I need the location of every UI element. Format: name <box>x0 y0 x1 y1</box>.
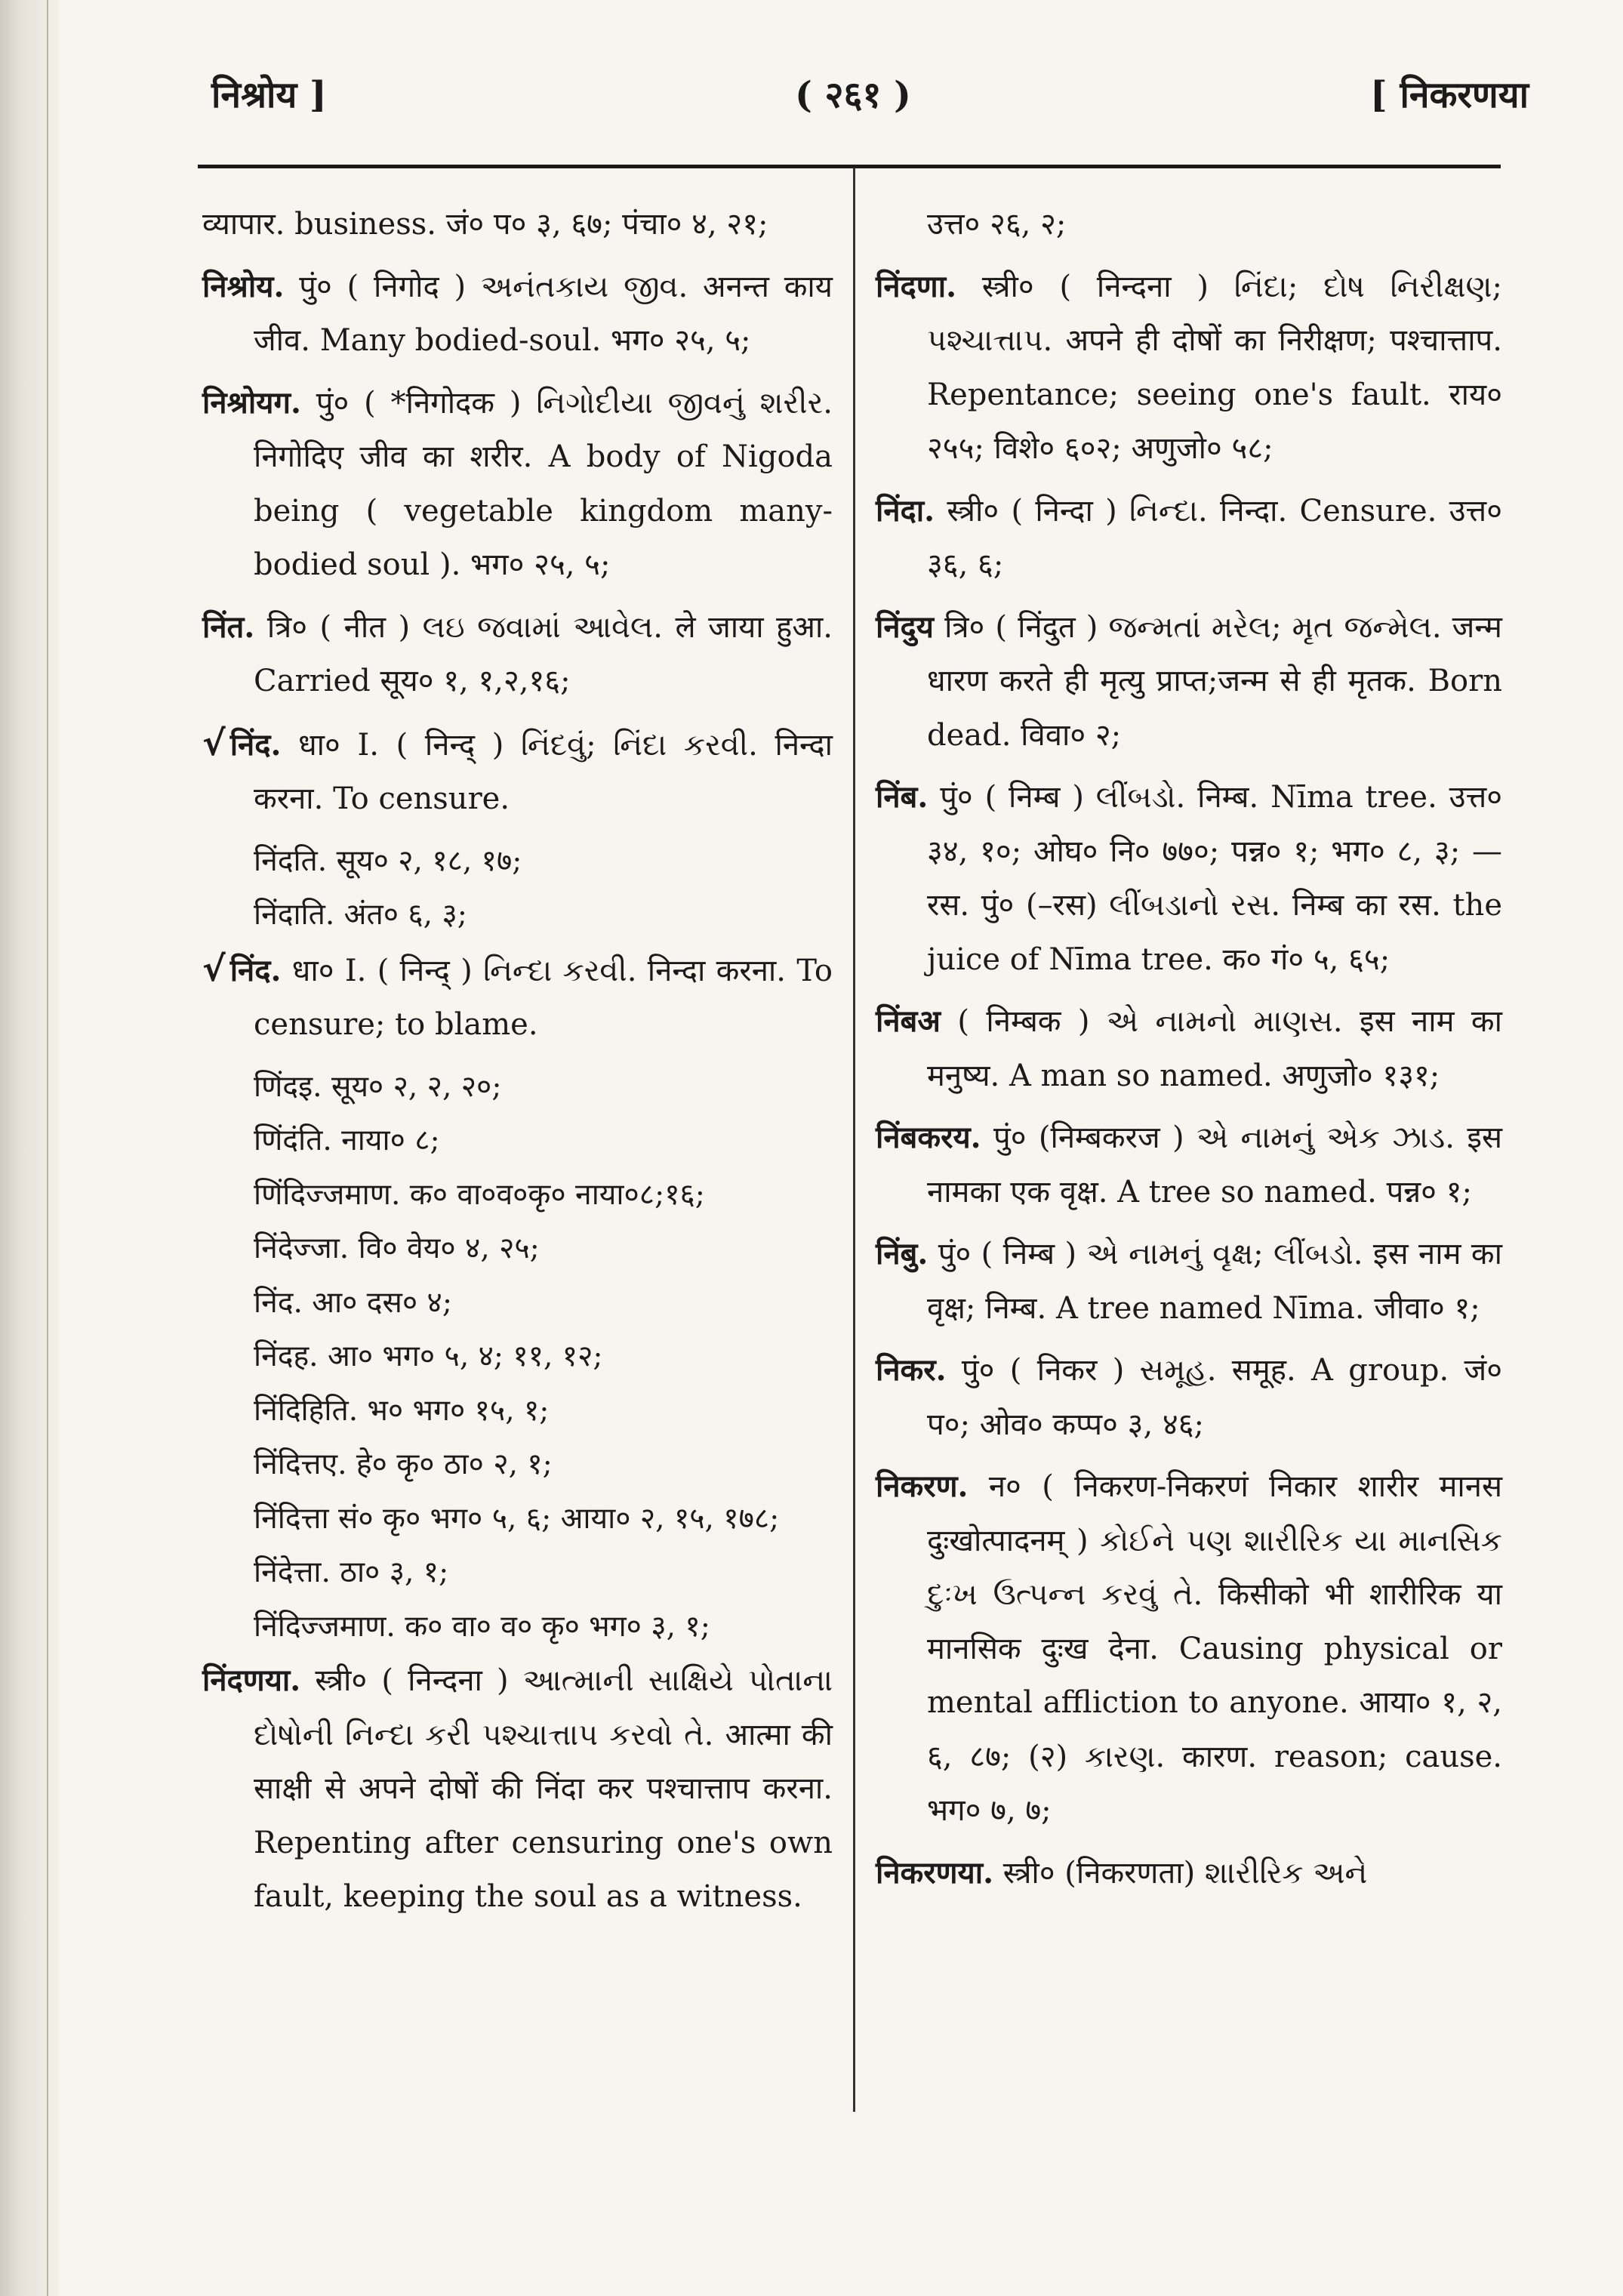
definition-text: त्रि० ( नीत ) લઇ જવામાં આવેલ. ले जाया हुआ. Carried सूय० १, १,२,१६; <box>254 609 833 698</box>
definition-text: पुं० ( *निगोदक ) નિગોદીયા જીવનું શરીર. निगोदिए जीव का शरीर. A body of Nigoda being ( vegetable kingdom many-bodied soul ). भग० २५, ५; <box>254 385 833 582</box>
definition-text: उत्त० २६, २; <box>927 207 1067 242</box>
headword: निश्रोय. <box>202 268 285 304</box>
headword: निंबु. <box>876 1236 929 1271</box>
definition-text: व्यापार. business. जं० प० ३, ६७; पंचा० ४, २१; <box>202 207 768 242</box>
check-mark-icon: √ <box>202 948 226 989</box>
sub-entry: णिंदिज्जमाण. क० वा०व०कृ० नाया०८;१६; <box>254 1177 705 1212</box>
header-first-word: निश्रोय ] <box>211 74 327 116</box>
dictionary-entry <box>876 484 1502 593</box>
sub-entry: निंदिज्जमाण. क० वा० व० कृ० भग० ३, १; <box>254 1609 710 1644</box>
definition-text: स्त्री० ( निन्दा ) નિન્દા. निन्दा. Censure. उत्त० ३६, ६; <box>927 493 1502 582</box>
sub-entry: निंदति. सूय० २, १८, १७; <box>254 843 522 878</box>
dictionary-entry <box>202 600 833 709</box>
sub-entry: निंदह. आ० भग० ५, ४; ११, १२; <box>254 1339 603 1373</box>
definition-text: स्त्री० ( निन्दना ) આત્માની સાક્ષિયે પોતાના દોષોની નિન્દા કરી પશ્ચાત્તાપ કરવો તે. आत्मा की साक्षी से अपने दोषों की निंदा कर पश्चात्ताप करना. Repenting after censuring one's own fault, keeping the soul as a witness. <box>254 1663 833 1914</box>
sub-entry: निंदित्तए. हे० कृ० ठा० २, १; <box>254 1447 553 1481</box>
dictionary-entry <box>876 1459 1502 1838</box>
dictionary-entry <box>876 1343 1502 1452</box>
definition-text: स्त्री० (निकरणता) શારીરિક અને <box>1002 1855 1368 1891</box>
dictionary-entry <box>202 376 833 593</box>
sub-entry: निंदेत्ता. ठा० ३, १; <box>254 1555 449 1589</box>
headword: निंदणा. <box>876 268 957 304</box>
sub-entry: निंद. आ० दस० ४; <box>254 1285 452 1320</box>
definition-text: धा० I. ( निन्द् ) નિંદવું; નિંદા કરવી. निन्दा करना. To censure. <box>254 727 833 816</box>
dictionary-entry <box>202 717 833 827</box>
dictionary-entry <box>876 1227 1502 1336</box>
headword: निकरण. <box>876 1469 969 1504</box>
sub-entry: निंदेज्जा. वि० वेय० ४, २५; <box>254 1231 540 1265</box>
header-rule <box>198 165 1501 168</box>
check-mark-icon: √ <box>202 722 226 763</box>
sub-entry: णिंदइ. सूय० २, २, २०; <box>254 1069 502 1104</box>
definition-text: त्रि० ( निंदुत ) જન્મતાં મરેલ; મૃત જન્મેલ. जन्म धारण करते ही मृत्यु प्राप्त;जन्म से ही मृतक. Born dead. विवा० २; <box>927 609 1502 753</box>
headword: निंद. <box>229 952 282 988</box>
dictionary-entry <box>202 1653 833 1925</box>
dictionary-entry <box>876 994 1502 1103</box>
headword: निश्रोयग. <box>202 384 301 421</box>
dictionary-entry <box>876 770 1502 987</box>
dictionary-entry <box>876 1111 1502 1219</box>
sub-entry: निंदिहिति. भ० भग० १५, १; <box>254 1393 550 1428</box>
definition-text: धा० I. ( निन्द् ) નિન્દા કરવી. निन्दा करना. To censure; to blame. <box>254 953 833 1042</box>
definition-text: पुं० ( निम्ब ) એ નામનું વૃક્ષ; લીંબડો. इस नाम का वृक्ष; निम्ब. A tree named Nīma. जीवा० १; <box>927 1237 1502 1326</box>
header-last-word: [ निकरणया <box>1370 74 1529 116</box>
headword: निंदणया. <box>202 1663 301 1698</box>
headword: निंबकरय. <box>876 1120 981 1155</box>
sub-entry: निंदाति. अंत० ६, ३; <box>254 898 467 932</box>
definition-text: न० ( निकरण-निकरणं निकार शारीर मानस दुःखोत्पादनम् ) કોઈને પણ શારીરિક યા માનસિક દુઃખ ઉત્પન્ન કરવું તે. किसीको भी शारीरिक या मानसिक दुःख देना. Causing physical or mental affliction to anyone. आया० १, २, ६, ८७; (२) કારણ. कारण. reason; cause. भग० ७, ७; <box>927 1469 1502 1828</box>
left-column <box>202 198 833 1932</box>
column-divider <box>853 168 855 2112</box>
headword: निंब. <box>876 779 929 815</box>
dictionary-entry <box>876 260 1502 476</box>
page-number: ( २६१ ) <box>795 74 911 116</box>
dictionary-entry <box>202 198 833 252</box>
definition-text: ( निम्बक ) એ નામનો માણસ. इस नाम का मनुष्य. A man so named. अणुजो० १३१; <box>927 1004 1502 1093</box>
dictionary-entry <box>876 198 1502 252</box>
dictionary-entry <box>876 1846 1502 1901</box>
headword: निंदुय <box>876 609 934 645</box>
dictionary-entry <box>202 942 833 1052</box>
sub-entry: निंदित्ता सं० कृ० भग० ५, ६; आया० २, १५, १७८; <box>254 1501 780 1536</box>
dictionary-entry <box>876 600 1502 763</box>
headword: निकरणया. <box>876 1854 994 1891</box>
scanned-page-edge <box>0 0 59 2296</box>
page-binding-line <box>47 0 48 2296</box>
headword: निंबअ <box>876 1003 941 1039</box>
definition-text: पुं० ( निम्ब ) લીંબડો. निम्ब. Nīma tree. उत्त० ३४, १०; ओघ० नि० ७७०; पन्न० १; भग० ८, ३; —रस. पुं० (–रस) લીંબડાનો રસ. निम्ब का रस. the juice of Nīma tree. क० गं० ५, ६५; <box>927 780 1503 977</box>
definition-text: पुं० ( निगोद ) અનંતકાય જીવ. अनन्त काय जीव. Many bodied-soul. भग० २५, ५; <box>254 269 833 358</box>
sub-entry: णिंदंति. नाया० ८; <box>254 1123 440 1157</box>
headword: निकर. <box>876 1352 947 1388</box>
definition-text: पुं० ( निकर ) સમૂહ. समूह. A group. जं० प०; ओव० कप्प० ३, ४६; <box>927 1353 1502 1442</box>
dictionary-entry <box>202 260 833 368</box>
headword: निंत. <box>202 609 255 645</box>
definition-text: पुं० (निम्बकरज ) એ નામનું એક ઝાડ. इस नामका एक वृक्ष. A tree so named. पन्न० १; <box>927 1120 1502 1210</box>
headword: निंद. <box>229 726 282 763</box>
right-column <box>876 198 1502 1908</box>
definition-text: स्त्री० ( निन्दना ) નિંદા; દોષ નિરીક્ષણ; પશ્ચાત્તાપ. अपने ही दोषों का निरीक्षण; पश्चात्ताप. Repentance; seeing one's fault. राय० २५५; विशे० ६०२; अणुजो० ५८; <box>927 269 1503 466</box>
headword: निंदा. <box>876 492 935 529</box>
